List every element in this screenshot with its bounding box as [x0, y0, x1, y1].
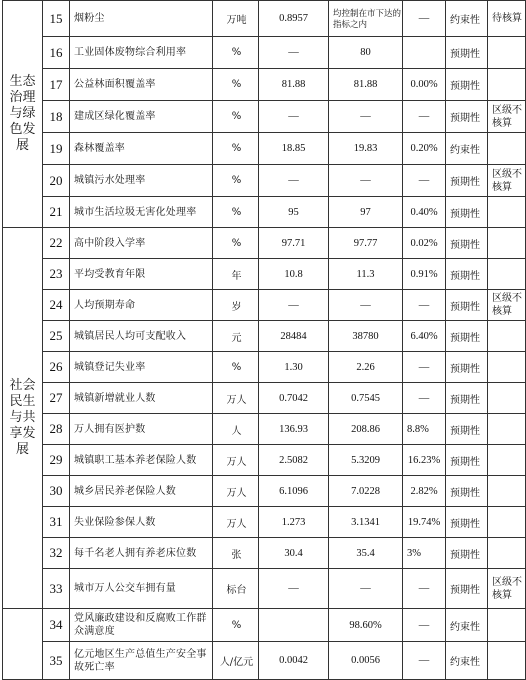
base-value: 0.8957 [259, 1, 329, 37]
note-cell [488, 321, 526, 352]
attribute-cell: 预期性 [446, 414, 488, 445]
row-number: 32 [43, 538, 70, 569]
target-value: 19.83 [329, 133, 403, 165]
row-number: 23 [43, 259, 70, 290]
table-row [3, 165, 526, 197]
row-number: 19 [43, 133, 70, 165]
unit-cell: 万人 [213, 445, 259, 476]
unit-cell: 元 [213, 321, 259, 352]
attribute-cell: 预期性 [446, 445, 488, 476]
attribute-cell: 预期性 [446, 569, 488, 609]
unit-cell: 万人 [213, 383, 259, 414]
note-cell: 区级不核算 [488, 569, 526, 609]
indicator-name: 烟粉尘 [70, 1, 213, 37]
table-row [3, 197, 526, 228]
growth-value: — [403, 101, 446, 133]
unit-cell: 标台 [213, 569, 259, 609]
note-cell: 区级不核算 [488, 165, 526, 197]
attribute-cell: 预期性 [446, 37, 488, 69]
growth-value: — [403, 609, 446, 642]
note-cell [488, 445, 526, 476]
target-value: 98.60% [329, 609, 403, 642]
indicator-name: 工业固体废物综合利用率 [70, 37, 213, 69]
base-value [259, 609, 329, 642]
growth-value: 2.82% [403, 476, 446, 507]
attribute-cell: 预期性 [446, 165, 488, 197]
unit-cell: % [213, 69, 259, 101]
table-row [3, 476, 526, 507]
attribute-cell: 约束性 [446, 133, 488, 165]
row-number: 18 [43, 101, 70, 133]
row-number: 27 [43, 383, 70, 414]
table-row [3, 507, 526, 538]
base-value: 1.30 [259, 352, 329, 383]
target-value: 208.86 [329, 414, 403, 445]
target-value: — [329, 290, 403, 321]
table-row [3, 37, 526, 69]
target-value: 81.88 [329, 69, 403, 101]
unit-cell: 万吨 [213, 1, 259, 37]
table-row [3, 133, 526, 165]
target-value: 3.1341 [329, 507, 403, 538]
attribute-cell: 预期性 [446, 383, 488, 414]
base-value: 136.93 [259, 414, 329, 445]
base-value: — [259, 569, 329, 609]
row-number: 16 [43, 37, 70, 69]
row-number: 22 [43, 228, 70, 259]
category-label: 生态治理与绿色发展 [9, 74, 36, 153]
unit-cell: 万人 [213, 507, 259, 538]
growth-value: 0.91% [403, 259, 446, 290]
base-value: 6.1096 [259, 476, 329, 507]
indicator-name: 万人拥有医护数 [70, 414, 213, 445]
target-value: 38780 [329, 321, 403, 352]
base-value: — [259, 37, 329, 69]
growth-value: 6.40% [403, 321, 446, 352]
indicator-name: 森林覆盖率 [70, 133, 213, 165]
indicator-name: 城市万人公交车拥有量 [70, 569, 213, 609]
table-row [3, 290, 526, 321]
note-cell [488, 197, 526, 228]
attribute-cell: 约束性 [446, 1, 488, 37]
target-value: 35.4 [329, 538, 403, 569]
indicator-name: 城镇污水处理率 [70, 165, 213, 197]
indicator-name: 城乡居民养老保险人数 [70, 476, 213, 507]
target-value: 97.77 [329, 228, 403, 259]
row-number: 28 [43, 414, 70, 445]
attribute-cell: 预期性 [446, 69, 488, 101]
attribute-cell: 预期性 [446, 507, 488, 538]
indicator-name: 人均预期寿命 [70, 290, 213, 321]
target-value: — [329, 165, 403, 197]
row-number: 30 [43, 476, 70, 507]
base-value: 1.273 [259, 507, 329, 538]
note-cell: 区级不核算 [488, 101, 526, 133]
unit-cell: % [213, 197, 259, 228]
row-number: 25 [43, 321, 70, 352]
table-row [3, 321, 526, 352]
category-label: 社会民生与共享发展 [9, 378, 36, 457]
base-value: 95 [259, 197, 329, 228]
note-cell [488, 538, 526, 569]
base-value: 2.5082 [259, 445, 329, 476]
table-row [3, 538, 526, 569]
indicator-name: 城镇新增就业人数 [70, 383, 213, 414]
target-value: 5.3209 [329, 445, 403, 476]
indicator-name: 平均受教育年限 [70, 259, 213, 290]
table-row [3, 1, 526, 37]
attribute-cell: 预期性 [446, 101, 488, 133]
growth-value: 19.74% [403, 507, 446, 538]
growth-value: 0.20% [403, 133, 446, 165]
table-row [3, 445, 526, 476]
growth-value: — [403, 165, 446, 197]
unit-cell: 岁 [213, 290, 259, 321]
attribute-cell: 预期性 [446, 538, 488, 569]
target-value: 2.26 [329, 352, 403, 383]
note-cell [488, 37, 526, 69]
unit-cell: 人/亿元 [213, 642, 259, 680]
indicator-name: 城镇居民人均可支配收入 [70, 321, 213, 352]
base-value: 97.71 [259, 228, 329, 259]
unit-cell: % [213, 609, 259, 642]
table-row [3, 383, 526, 414]
base-value: — [259, 290, 329, 321]
row-number: 20 [43, 165, 70, 197]
growth-value: — [403, 352, 446, 383]
target-value: 7.0228 [329, 476, 403, 507]
row-number: 26 [43, 352, 70, 383]
base-value: 28484 [259, 321, 329, 352]
unit-cell: % [213, 101, 259, 133]
note-cell [488, 476, 526, 507]
row-number: 29 [43, 445, 70, 476]
row-number: 24 [43, 290, 70, 321]
row-number: 21 [43, 197, 70, 228]
target-value: 11.3 [329, 259, 403, 290]
indicator-name: 城镇职工基本养老保险人数 [70, 445, 213, 476]
unit-cell: 张 [213, 538, 259, 569]
attribute-cell: 约束性 [446, 609, 488, 642]
attribute-cell: 预期性 [446, 476, 488, 507]
table-row [3, 414, 526, 445]
growth-value: 0.00% [403, 69, 446, 101]
base-value: 18.85 [259, 133, 329, 165]
unit-cell: % [213, 37, 259, 69]
note-cell [488, 383, 526, 414]
base-value: 0.0042 [259, 642, 329, 680]
base-value: 10.8 [259, 259, 329, 290]
table-row [3, 642, 526, 680]
indicator-name: 失业保险参保人数 [70, 507, 213, 538]
attribute-cell: 预期性 [446, 290, 488, 321]
note-cell: 区级不核算 [488, 290, 526, 321]
table-row [3, 569, 526, 609]
base-value: — [259, 165, 329, 197]
target-value: 均控制在市下达的指标之内 [329, 1, 403, 37]
indicator-name: 城镇登记失业率 [70, 352, 213, 383]
growth-value: 0.40% [403, 197, 446, 228]
row-number: 35 [43, 642, 70, 680]
unit-cell: 年 [213, 259, 259, 290]
indicator-name: 高中阶段入学率 [70, 228, 213, 259]
growth-value: 8.8% [403, 414, 446, 445]
table-row [3, 101, 526, 133]
unit-cell: % [213, 352, 259, 383]
growth-value: — [403, 290, 446, 321]
indicator-name: 公益林面积覆盖率 [70, 69, 213, 101]
unit-cell: % [213, 228, 259, 259]
note-cell: 待核算 [488, 1, 526, 37]
growth-value: 0.02% [403, 228, 446, 259]
indicator-name: 城市生活垃圾无害化处理率 [70, 197, 213, 228]
note-cell [488, 609, 526, 642]
unit-cell: 人 [213, 414, 259, 445]
note-cell [488, 228, 526, 259]
target-value: — [329, 569, 403, 609]
indicator-name: 亿元地区生产总值生产安全事故死亡率 [70, 642, 213, 680]
unit-cell: % [213, 165, 259, 197]
target-value: 97 [329, 197, 403, 228]
base-value: 30.4 [259, 538, 329, 569]
target-value: 0.7545 [329, 383, 403, 414]
row-number: 34 [43, 609, 70, 642]
growth-value [403, 37, 446, 69]
growth-value: 3% [403, 538, 446, 569]
note-cell [488, 69, 526, 101]
note-cell [488, 133, 526, 165]
unit-cell: 万人 [213, 476, 259, 507]
attribute-cell: 约束性 [446, 642, 488, 680]
unit-cell: % [213, 133, 259, 165]
indicator-table [2, 0, 526, 680]
attribute-cell: 预期性 [446, 197, 488, 228]
row-number: 15 [43, 1, 70, 37]
table-row [3, 352, 526, 383]
row-number: 31 [43, 507, 70, 538]
note-cell [488, 414, 526, 445]
indicator-name: 建成区绿化覆盖率 [70, 101, 213, 133]
indicator-name: 每千名老人拥有养老床位数 [70, 538, 213, 569]
indicator-name: 党风廉政建设和反腐败工作群众满意度 [70, 609, 213, 642]
attribute-cell: 预期性 [446, 228, 488, 259]
table-row [3, 259, 526, 290]
table-row [3, 69, 526, 101]
growth-value: — [403, 1, 446, 37]
growth-value: — [403, 642, 446, 680]
category-cell-eco [3, 1, 43, 228]
table-row [3, 609, 526, 642]
category-cell-empty [3, 609, 43, 680]
row-number: 33 [43, 569, 70, 609]
attribute-cell: 预期性 [446, 259, 488, 290]
growth-value: 16.23% [403, 445, 446, 476]
target-value: — [329, 101, 403, 133]
target-value: 80 [329, 37, 403, 69]
attribute-cell: 预期性 [446, 321, 488, 352]
base-value: — [259, 101, 329, 133]
note-cell [488, 507, 526, 538]
attribute-cell: 预期性 [446, 352, 488, 383]
base-value: 0.7042 [259, 383, 329, 414]
growth-value: — [403, 383, 446, 414]
table-row [3, 228, 526, 259]
note-cell [488, 352, 526, 383]
note-cell [488, 642, 526, 680]
base-value: 81.88 [259, 69, 329, 101]
category-cell-social [3, 228, 43, 609]
row-number: 17 [43, 69, 70, 101]
growth-value: — [403, 569, 446, 609]
note-cell [488, 259, 526, 290]
target-value: 0.0056 [329, 642, 403, 680]
